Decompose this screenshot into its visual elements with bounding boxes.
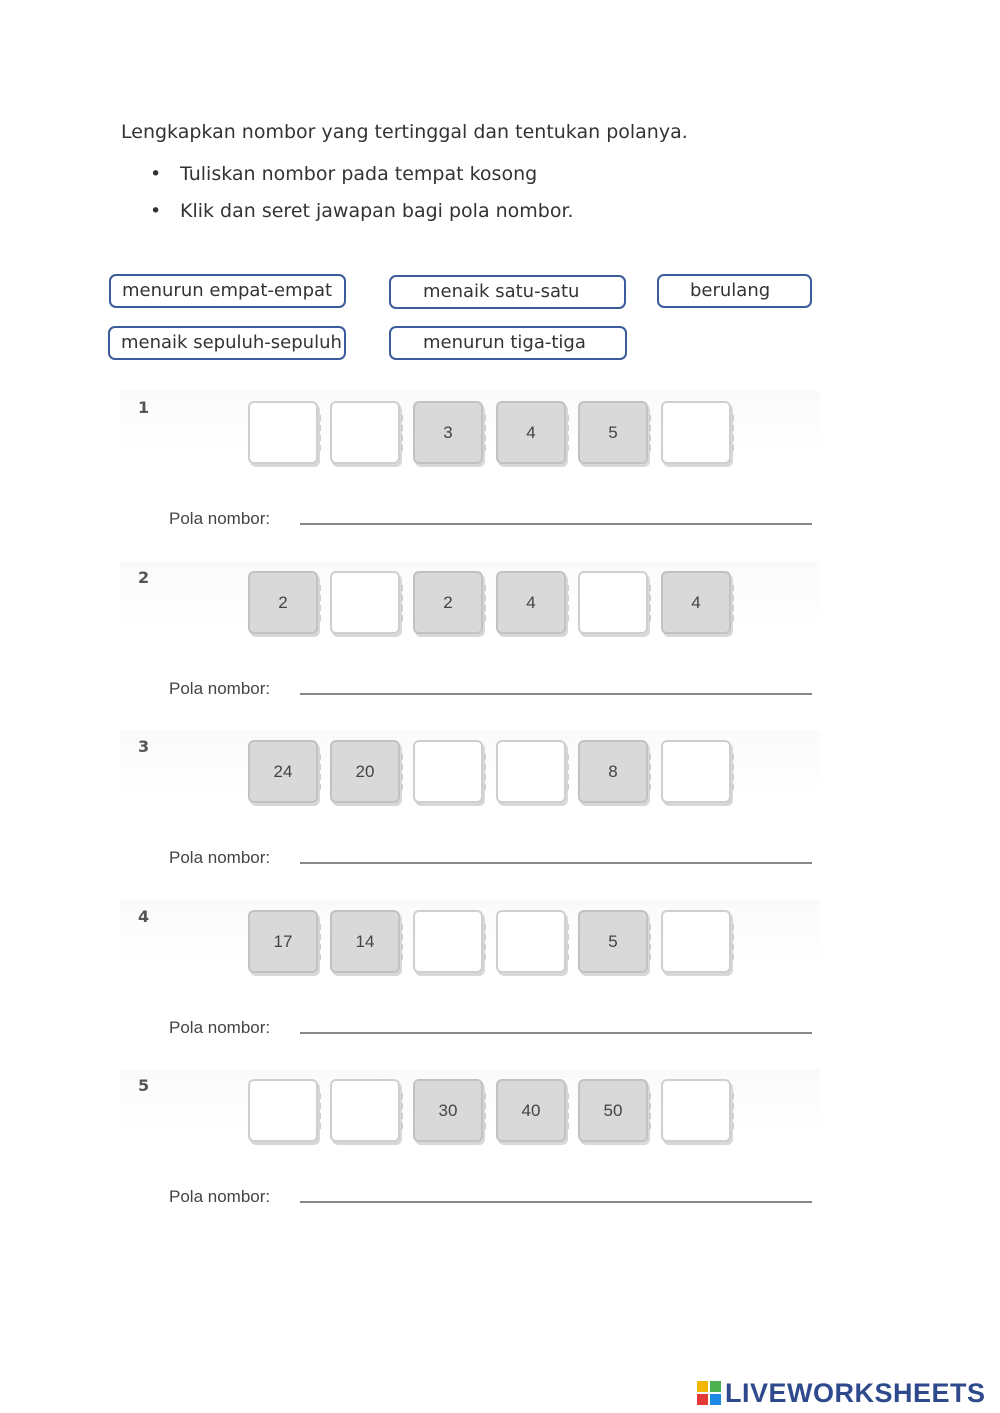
blank-number-input[interactable] xyxy=(578,571,648,634)
question-number: 1 xyxy=(138,398,150,417)
chip-menurun-tiga-tiga[interactable]: menurun tiga-tiga xyxy=(389,326,627,360)
pattern-label: Pola nombor: xyxy=(169,1018,271,1037)
question-number: 2 xyxy=(138,568,150,587)
number-box: 40 xyxy=(496,1079,566,1142)
number-box: 4 xyxy=(496,571,566,634)
number-box: 14 xyxy=(330,910,400,973)
blank-number-input[interactable] xyxy=(661,1079,731,1142)
blank-number-input[interactable] xyxy=(496,910,566,973)
liveworksheets-logo-icon xyxy=(697,1381,721,1405)
number-box: 50 xyxy=(578,1079,648,1142)
pattern-label: Pola nombor: xyxy=(169,848,271,867)
blank-number-input[interactable] xyxy=(661,401,731,464)
blank-number-input[interactable] xyxy=(413,740,483,803)
pattern-label: Pola nombor: xyxy=(169,679,271,698)
chip-menaik-satu-satu[interactable]: menaik satu-satu xyxy=(389,275,626,309)
number-box: 3 xyxy=(413,401,483,464)
pattern-label: Pola nombor: xyxy=(169,1187,271,1206)
blank-number-input[interactable] xyxy=(330,571,400,634)
number-box: 4 xyxy=(496,401,566,464)
chip-menaik-sepuluh-sepuluh[interactable]: menaik sepuluh-sepuluh xyxy=(108,326,346,360)
logo-square xyxy=(710,1381,721,1392)
blank-number-input[interactable] xyxy=(661,910,731,973)
chip-berulang[interactable]: berulang xyxy=(657,274,812,308)
pattern-answer-dropzone[interactable] xyxy=(300,1177,812,1203)
pattern-answer-dropzone[interactable] xyxy=(300,499,812,525)
number-box: 24 xyxy=(248,740,318,803)
pattern-answer-dropzone[interactable] xyxy=(300,1008,812,1034)
bullet-write-numbers: • Tuliskan nombor pada tempat kosong xyxy=(150,163,538,185)
number-box: 8 xyxy=(578,740,648,803)
pattern-answer-dropzone[interactable] xyxy=(300,838,812,864)
blank-number-input[interactable] xyxy=(496,740,566,803)
number-box: 17 xyxy=(248,910,318,973)
blank-number-input[interactable] xyxy=(330,401,400,464)
question-number: 4 xyxy=(138,907,150,926)
blank-number-input[interactable] xyxy=(248,1079,318,1142)
number-box: 20 xyxy=(330,740,400,803)
number-box: 5 xyxy=(578,910,648,973)
logo-square xyxy=(697,1381,708,1392)
number-box: 2 xyxy=(413,571,483,634)
logo-square xyxy=(697,1394,708,1405)
question-number: 5 xyxy=(138,1076,150,1095)
number-box: 2 xyxy=(248,571,318,634)
bullet-drag-answers: • Klik dan seret jawapan bagi pola nombor. xyxy=(150,200,574,222)
pattern-label: Pola nombor: xyxy=(169,509,271,528)
blank-number-input[interactable] xyxy=(413,910,483,973)
logo-square xyxy=(710,1394,721,1405)
number-box: 4 xyxy=(661,571,731,634)
blank-number-input[interactable] xyxy=(248,401,318,464)
question-number: 3 xyxy=(138,737,150,756)
number-box: 30 xyxy=(413,1079,483,1142)
pattern-answer-dropzone[interactable] xyxy=(300,669,812,695)
brand-logo xyxy=(697,1377,986,1409)
blank-number-input[interactable] xyxy=(661,740,731,803)
chip-menurun-empat-empat[interactable]: menurun empat-empat xyxy=(109,274,346,308)
blank-number-input[interactable] xyxy=(330,1079,400,1142)
instruction-title: Lengkapkan nombor yang tertinggal dan tentukan polanya. xyxy=(121,121,688,143)
number-box: 5 xyxy=(578,401,648,464)
brand-name: LIVEWORKSHEETS xyxy=(725,1377,986,1408)
